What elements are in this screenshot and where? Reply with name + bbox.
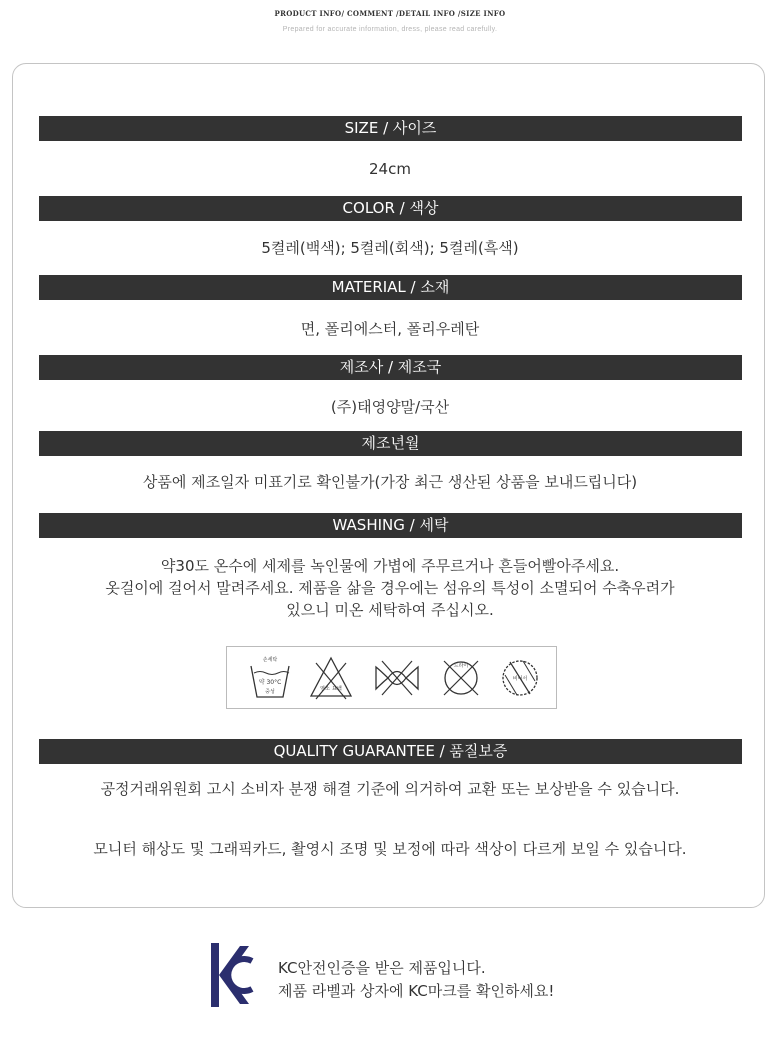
washing-line-1: 약30도 온수에 세제를 녹인물에 가볍에 주무르거나 흔들어빨아주세요. — [160, 557, 620, 575]
material-section-title: MATERIAL / 소재 — [39, 275, 742, 300]
size-value: 24cm — [369, 160, 411, 178]
maker-value: (주)태영양말/국산 — [330, 398, 450, 416]
bleach-right-text: 표백 — [332, 686, 342, 692]
kc-logo-text: KC — [210, 943, 212, 944]
dry-clean-text: 드라이 — [453, 663, 469, 669]
quality-line-2: 모니터 해상도 및 그래픽카드, 촬영시 조명 및 보정에 따라 색상이 다르게 보일 수 있습니다. — [93, 840, 687, 858]
no-chlorine-bleach-icon — [306, 653, 356, 703]
kc-certification-logo — [210, 943, 254, 1007]
maker-section-title: 제조사 / 제조국 — [39, 355, 742, 380]
hand-wash-icon — [245, 653, 295, 703]
washing-line-2: 옷걸이에 걸어서 말려주세요. 제품을 삶을 경우에는 섬유의 특성이 소멸되어 수축우려가 — [105, 579, 675, 597]
kc-notice-line-2: 제품 라벨과 상자에 KC마크를 확인하세요! — [278, 982, 555, 1000]
hand-wash-bottom-text: 중성 — [265, 689, 275, 695]
no-tumble-dry-icon — [495, 653, 545, 703]
color-section-title: COLOR / 색상 — [39, 196, 742, 221]
hand-wash-temp-text: 약 30°C — [258, 679, 282, 686]
color-value: 5켤레(백색); 5켤레(회색); 5켤레(흑색) — [261, 239, 519, 257]
kc-notice-line-1: KC안전인증을 받은 제품입니다. — [278, 959, 486, 977]
bleach-left-text: 염소 — [320, 686, 330, 692]
washing-line-3: 있으니 미온 세탁하여 주십시오. — [286, 601, 494, 619]
size-section-title: SIZE / 사이즈 — [39, 116, 742, 141]
page-header-subtitle: Prepared for accurate information, dress, please read carefully. — [282, 26, 498, 33]
care-symbols-box — [226, 646, 557, 709]
quality-line-1: 공정거래위원회 고시 소비자 분쟁 해결 기준에 의거하여 교환 또는 보상받을 수 있습니다. — [100, 780, 680, 798]
page-header-title: PRODUCT INFO/ COMMENT /DETAIL INFO /SIZE INFO — [274, 9, 506, 18]
no-wring-icon — [372, 653, 422, 703]
hand-wash-top-text: 손세탁 — [262, 657, 278, 663]
date-section-title: 제조년월 — [39, 431, 742, 456]
date-value: 상품에 제조일자 미표기로 확인불가(가장 최근 생산된 상품을 보내드립니다) — [142, 473, 638, 491]
quality-section-title: QUALITY GUARANTEE / 품질보증 — [39, 739, 742, 764]
material-value: 면, 폴리에스터, 폴리우레탄 — [300, 320, 480, 338]
washing-section-title: WASHING / 세탁 — [39, 513, 742, 538]
no-dry-clean-icon — [436, 653, 486, 703]
wring-text: 비어서 — [512, 676, 528, 682]
